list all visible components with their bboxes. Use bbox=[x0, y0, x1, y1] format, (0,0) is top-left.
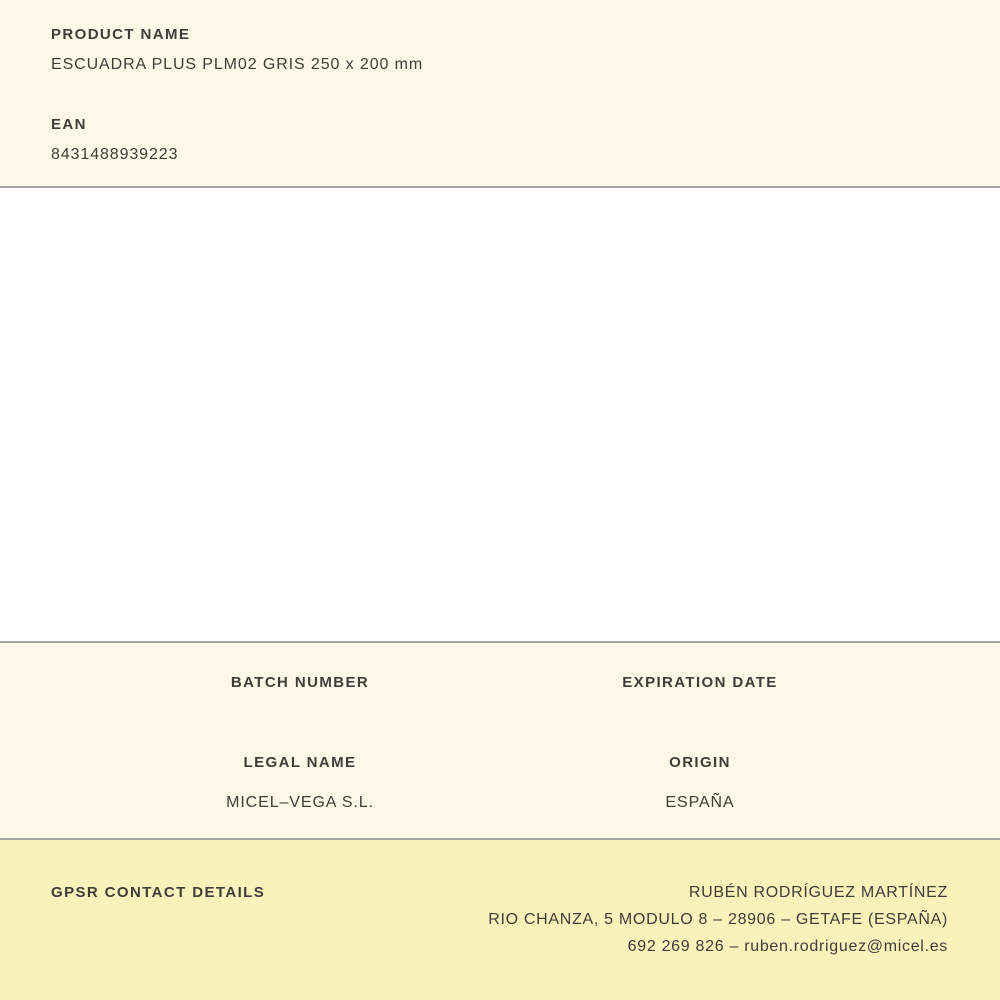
traceability-section bbox=[0, 643, 1000, 838]
gpsr-contact-name: RUBÉN RODRÍGUEZ MARTÍNEZ bbox=[688, 884, 948, 901]
product-image-area bbox=[0, 188, 1000, 641]
ean-label: EAN bbox=[51, 116, 87, 133]
gpsr-phone-email: 692 269 826 – ruben.rodriguez@micel.es bbox=[627, 938, 948, 955]
expiration-date-label: EXPIRATION DATE bbox=[622, 674, 778, 691]
legal-name-label: LEGAL NAME bbox=[243, 754, 357, 771]
gpsr-address: RIO CHANZA, 5 MODULO 8 – 28906 – GETAFE (ESPAÑA) bbox=[488, 911, 948, 928]
product-name-field bbox=[51, 25, 949, 75]
product-name-label: PRODUCT NAME bbox=[51, 26, 191, 43]
batch-expiration-value-row bbox=[100, 703, 900, 713]
origin-label: ORIGIN bbox=[669, 754, 731, 771]
gpsr-section bbox=[0, 840, 1000, 1000]
gpsr-title: GPSR CONTACT DETAILS bbox=[51, 884, 266, 901]
ean-field bbox=[51, 115, 949, 165]
batch-expiration-label-row bbox=[100, 673, 900, 693]
legal-origin-label-row bbox=[100, 753, 900, 773]
gpsr-contact-block bbox=[488, 883, 948, 957]
batch-number-label: BATCH NUMBER bbox=[230, 674, 370, 691]
product-header-section bbox=[0, 0, 1000, 186]
origin-value: ESPAÑA bbox=[665, 794, 735, 811]
ean-value: 8431488939223 bbox=[51, 146, 179, 163]
legal-name-value: MICEL–VEGA S.L. bbox=[226, 794, 374, 811]
legal-origin-value-row bbox=[100, 783, 900, 813]
product-name-value: ESCUADRA PLUS PLM02 GRIS 250 x 200 mm bbox=[51, 56, 424, 73]
